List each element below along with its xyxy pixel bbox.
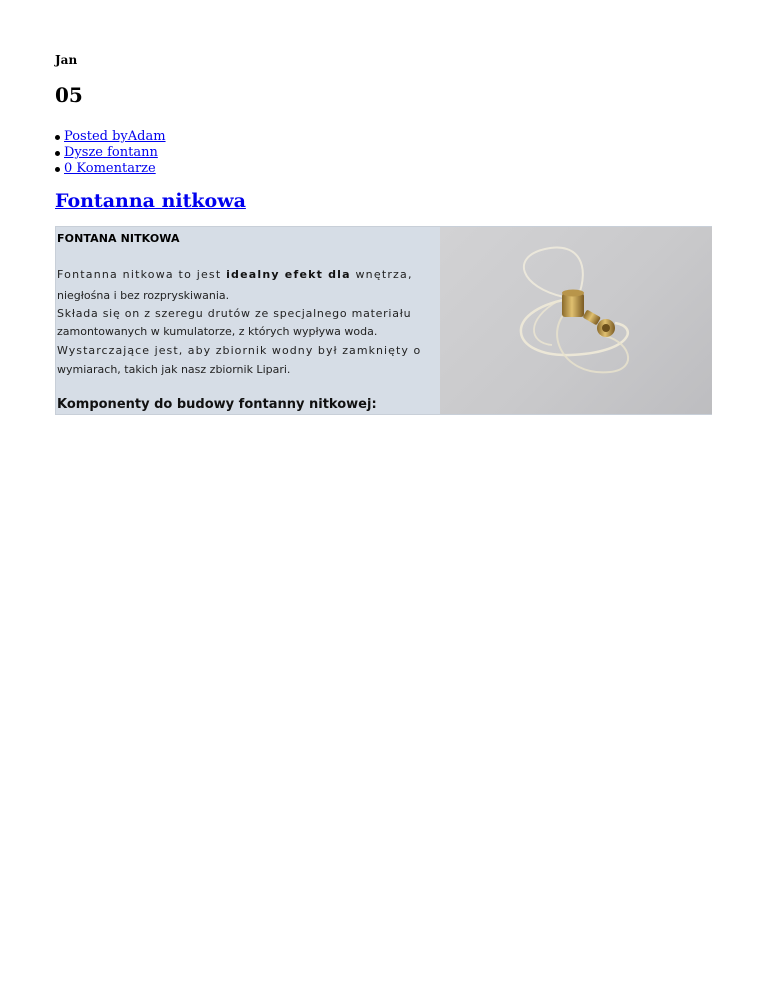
- post-title-link[interactable]: Fontanna nitkowa: [55, 190, 246, 212]
- paragraph-line-4: zamontowanych w kumulatorze, z których wypływa woda.: [57, 325, 378, 338]
- post-text-column: [56, 227, 440, 414]
- post-title: [55, 189, 246, 213]
- fountain-nozzle-photo: [440, 227, 712, 414]
- paragraph-line-5: Wystarczające jest, aby zbiornik wodny był zamknięty o: [57, 344, 422, 357]
- meta-item-comments: [55, 161, 166, 177]
- meta-item-category: [55, 145, 166, 161]
- paragraph-line-3: Składa się on z szeregu drutów ze specjalnego materiału: [57, 307, 412, 320]
- paragraph-line-2: niegłośna i bez rozpryskiwania.: [57, 289, 230, 302]
- paragraph-line-1: [57, 268, 413, 281]
- comments-link[interactable]: 0 Komentarze: [64, 161, 156, 176]
- p1-text-b: wnętrza,: [350, 268, 413, 281]
- author-link[interactable]: Posted byAdam: [64, 129, 166, 144]
- post-content-box: [55, 226, 712, 415]
- meta-item-author: [55, 129, 166, 145]
- date-day: 05: [55, 83, 83, 107]
- post-meta-list: [55, 129, 166, 177]
- fountain-nozzle-illustration: [440, 227, 712, 414]
- components-heading: Komponenty do budowy fontanny nitkowej:: [57, 397, 377, 412]
- p1-bold: idealny efekt dla: [226, 268, 351, 281]
- box-heading: FONTANA NITKOWA: [57, 232, 180, 245]
- category-link[interactable]: Dysze fontann: [64, 145, 158, 160]
- paragraph-line-6: wymiarach, takich jak nasz zbiornik Lipari.: [57, 363, 291, 376]
- date-month: Jan: [55, 53, 78, 67]
- p1-text-a: Fontanna nitkowa to jest: [57, 268, 227, 281]
- post-date: [55, 52, 83, 107]
